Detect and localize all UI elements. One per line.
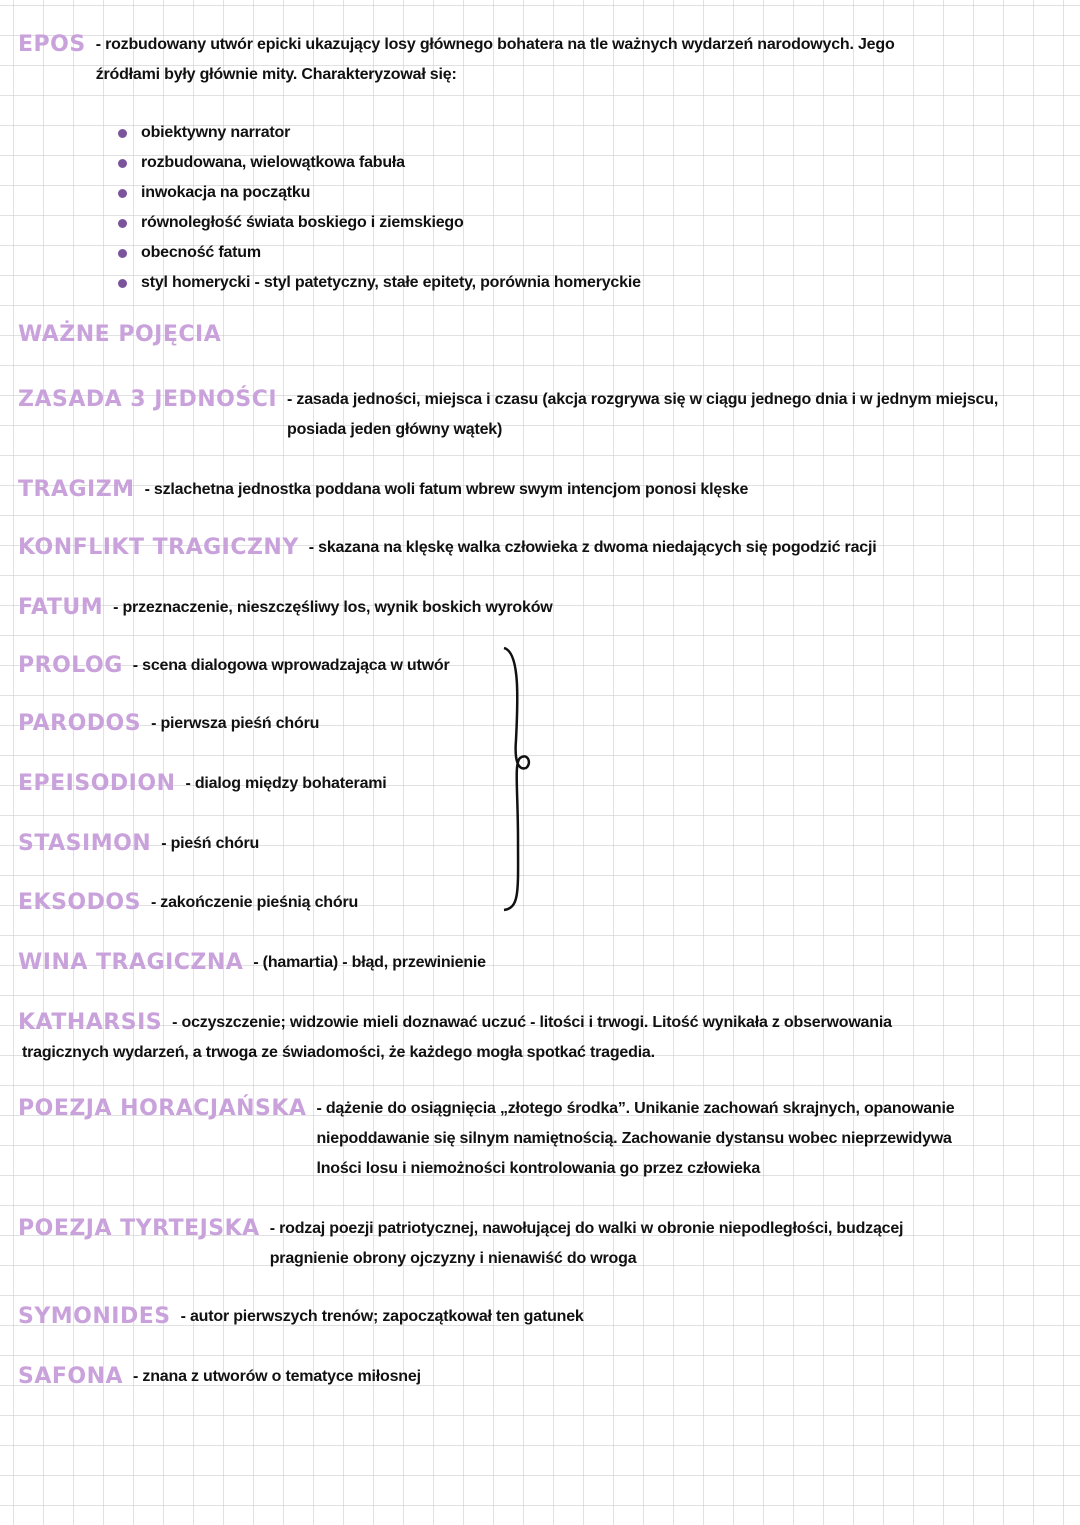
entry-zasada-3-jednosci xyxy=(18,385,1066,445)
term-symonides: SYMONIDES xyxy=(18,1304,171,1329)
list-item xyxy=(118,208,1066,238)
definition-line: źródłami były głównie mity. Charakteryzował się: xyxy=(95,66,457,83)
definition xyxy=(287,385,1066,445)
definition-line: - rozbudowany utwór epicki ukazujący losy głównego bohatera na tle ważnych wydarzeń narodowych. Jego xyxy=(95,36,895,53)
list-item xyxy=(118,148,1066,178)
definition xyxy=(185,769,1066,799)
definition xyxy=(181,1302,1066,1332)
term-fatum: FATUM xyxy=(18,595,104,620)
definition xyxy=(161,829,1066,859)
entry-katharsis xyxy=(18,1008,1066,1068)
term-zasada-3-jednosci: ZASADA 3 JEDNOŚCI xyxy=(18,387,278,412)
term-parodos: PARODOS xyxy=(18,711,142,736)
term-epos: EPOS xyxy=(18,32,86,57)
definition-line: - przeznaczenie, nieszczęśliwy los, wynik boskich wyroków xyxy=(113,599,553,616)
bullet-icon xyxy=(118,189,127,198)
entry-tragizm xyxy=(18,475,1066,505)
bullet-icon xyxy=(118,219,127,228)
definition-line: - dążenie do osiągnięcia „złotego środka”. Unikanie zachowań skrajnych, opanowanie xyxy=(316,1100,955,1117)
entry-poezja-tyrtejska xyxy=(18,1214,1066,1274)
entry-prolog xyxy=(18,651,1066,681)
bullet-icon xyxy=(118,159,127,168)
definition-line: posiada jeden główny wątek) xyxy=(287,421,503,438)
section-heading xyxy=(18,320,1066,350)
definition xyxy=(309,533,1066,563)
entry-poezja-horacjanska xyxy=(18,1094,1066,1184)
list-item xyxy=(118,118,1066,148)
definition-line: - pieśń chóru xyxy=(161,835,260,852)
definition xyxy=(133,1362,1066,1392)
definition-line: - skazana na klęskę walka człowieka z dwoma niedających się pogodzić racji xyxy=(308,539,877,556)
bullet-icon xyxy=(118,129,127,138)
entry-wina-tragiczna xyxy=(18,948,1066,978)
list-item xyxy=(118,268,1066,298)
definition-line: lności losu i niemożności kontrolowania go przez człowieka xyxy=(316,1160,761,1177)
definition-line: niepoddawanie się silnym namiętnością. Zachowanie dystansu wobec nieprzewidywa xyxy=(316,1130,952,1147)
definition-line: - rodzaj poezji patriotycznej, nawołującej do walki w obronie niepodległości, budzącej xyxy=(269,1220,904,1237)
term-eksodos: EKSODOS xyxy=(18,890,141,915)
list-item-text: obiektywny narrator xyxy=(141,124,291,141)
bullet-icon xyxy=(118,279,127,288)
term-tragizm: TRAGIZM xyxy=(18,477,135,502)
list-item xyxy=(118,238,1066,268)
definition-line: - scena dialogowa wprowadzająca w utwór xyxy=(132,657,450,674)
definition-line: - znana z utworów o tematyce miłosnej xyxy=(133,1368,421,1385)
entry-katharsis-first-row xyxy=(18,1008,1066,1038)
definition-line: - dialog między bohaterami xyxy=(185,775,387,792)
definition xyxy=(316,1094,1066,1184)
list-item-text: równoległość świata boskiego i ziemskiego xyxy=(141,214,464,231)
bullet-icon xyxy=(118,249,127,258)
definition-line: - (hamartia) - błąd, przewinienie xyxy=(253,954,486,971)
definition-line: - zasada jedności, miejsca i czasu (akcja rozgrywa się w ciągu jednego dnia i w jednym miejscu, xyxy=(287,391,999,408)
term-wina-tragiczna: WINA TRAGICZNA xyxy=(18,950,244,975)
curly-brace-icon xyxy=(490,640,540,920)
definition-line: - szlachetna jednostka poddana woli fatum wbrew swym intencjom ponosi klęske xyxy=(144,481,749,498)
definition-line: - pierwsza pieśń chóru xyxy=(151,715,320,732)
entry-fatum xyxy=(18,593,1066,623)
epos-definition xyxy=(96,30,1066,90)
definition xyxy=(133,651,1066,681)
definition xyxy=(151,888,1066,918)
definition xyxy=(253,948,1066,978)
list-item-text: rozbudowana, wielowątkowa fabuła xyxy=(141,154,405,171)
definition xyxy=(145,475,1066,505)
definition-line: - zakończenie pieśnią chóru xyxy=(150,894,359,911)
term-konflikt-tragiczny: KONFLIKT TRAGICZNY xyxy=(18,535,299,560)
definition xyxy=(270,1214,1066,1274)
term-stasimon: STASIMON xyxy=(18,831,152,856)
list-item-text: inwokacja na początku xyxy=(141,184,311,201)
entry-eksodos xyxy=(18,888,1066,918)
definition-line: tragicznych wydarzeń, a trwoga ze świadomości, że każdego mogła spotkać tragedia. xyxy=(22,1044,655,1061)
entry-symonides xyxy=(18,1302,1066,1332)
term-poezja-horacjanska: POEZJA HORACJAŃSKA xyxy=(18,1096,307,1121)
section-heading-text: WAŻNE POJĘCIA xyxy=(18,322,222,347)
entry-stasimon xyxy=(18,829,1066,859)
definition-line: - oczyszczenie; widzowie mieli doznawać uczuć - litości i trwogi. Litość wynikała z obserwowania xyxy=(172,1014,892,1031)
definition-line: pragnienie obrony ojczyzny i nienawiść do wroga xyxy=(269,1250,637,1267)
list-item-text: styl homerycki - styl patetyczny, stałe epitety, porównia homeryckie xyxy=(141,274,641,291)
entry-epos xyxy=(18,30,1066,90)
epos-features-list xyxy=(118,118,1066,298)
list-item-text: obecność fatum xyxy=(141,244,261,261)
definition xyxy=(113,593,1066,623)
list-item xyxy=(118,178,1066,208)
term-safona: SAFONA xyxy=(18,1364,124,1389)
definition-line: - autor pierwszych trenów; zapoczątkował ten gatunek xyxy=(180,1308,584,1325)
entry-parodos xyxy=(18,709,1066,739)
definition xyxy=(151,709,1066,739)
entry-safona xyxy=(18,1362,1066,1392)
entry-konflikt-tragiczny xyxy=(18,533,1066,563)
entry-epeisodion xyxy=(18,769,1066,799)
term-katharsis: KATHARSIS xyxy=(18,1010,163,1035)
definition xyxy=(172,1008,1066,1038)
term-poezja-tyrtejska: POEZJA TYRTEJSKA xyxy=(18,1216,260,1241)
term-prolog: PROLOG xyxy=(18,653,123,678)
term-epeisodion: EPEISODION xyxy=(18,771,176,796)
